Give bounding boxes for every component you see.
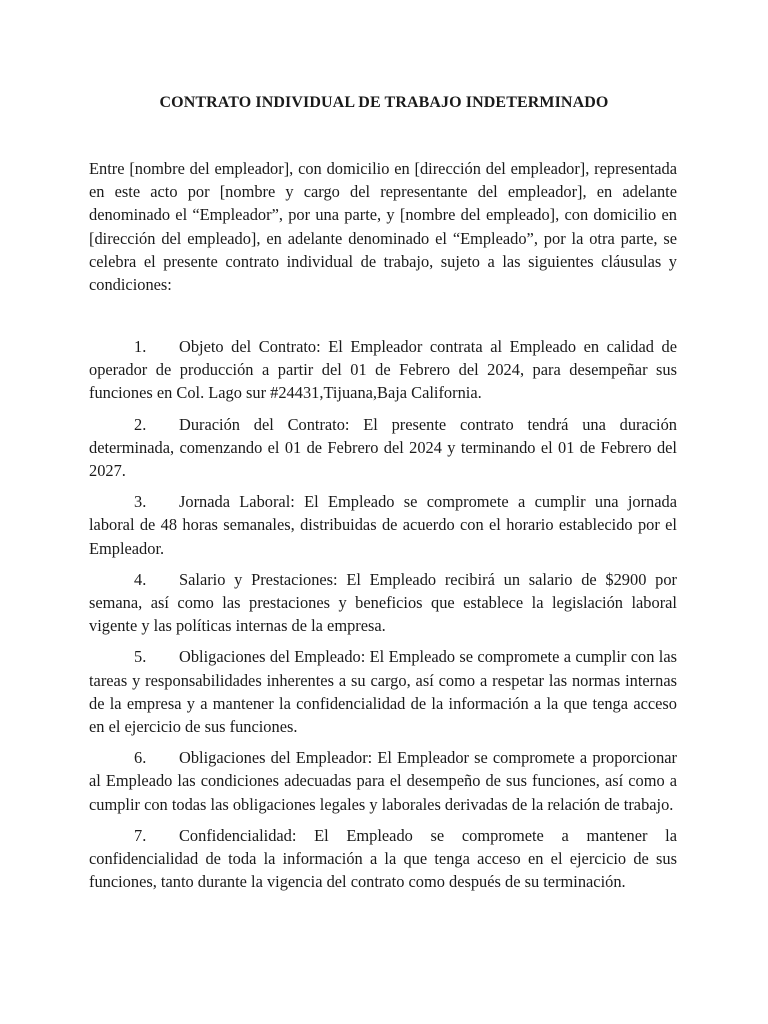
- clause-text: Obligaciones del Empleador: El Empleador se compromete a proporcionar al Empleado las condiciones adecuadas para el desempeño de sus funciones, así como a cumplir con todas las obligaciones legales y laborales derivadas de la relación de trabajo.: [89, 748, 677, 814]
- clause-item: [89, 490, 677, 560]
- clause-text: Objeto del Contrato: El Empleador contrata al Empleado en calidad de operador de producción a partir del 01 de Febrero del 2024, para desempeñar sus funciones en Col. Lago sur #24431,Tijuana,Baja California.: [89, 337, 677, 403]
- document-title: CONTRATO INDIVIDUAL DE TRABAJO INDETERMINADO: [159, 94, 609, 111]
- clause-item: [89, 568, 677, 638]
- clause-text: Obligaciones del Empleado: El Empleado se compromete a cumplir con las tareas y responsabilidades inherentes a su cargo, así como a respetar las normas internas de la empresa y a mantener la confidencialidad de la información a la que tenga acceso en el ejercicio de sus funciones.: [89, 647, 677, 737]
- clause-item: [89, 335, 677, 405]
- clause-number: 6.: [134, 748, 147, 768]
- clause-number: 1.: [134, 337, 147, 356]
- clause-number: 3.: [134, 492, 147, 512]
- clause-number: 7.: [134, 825, 147, 845]
- clause-item: [89, 746, 677, 816]
- clause-list: [89, 335, 677, 901]
- clause-item: [89, 413, 677, 483]
- intro-paragraph: Entre [nombre del empleador], con domicilio en [dirección del empleador], representada en este acto por [nombre y cargo del representante del empleador], en adelante denominado el “Empleador”, por una parte, y [nombre del empleado], con domicilio en [dirección del empleado], en adelante denominado el “Empleado”, por la otra parte, se celebra el presente contrato individual de trabajo, sujeto a las siguientes cláusulas y condiciones:: [89, 159, 677, 295]
- clause-item: [89, 645, 677, 738]
- clause-text: Jornada Laboral: El Empleado se compromete a cumplir una jornada laboral de 48 horas semanales, distribuidas de acuerdo con el horario establecido por el Empleador.: [89, 492, 677, 558]
- clause-number: 4.: [134, 569, 147, 589]
- clause-item: [89, 824, 677, 894]
- clause-text: Salario y Prestaciones: El Empleado recibirá un salario de $2900 por semana, así como las prestaciones y beneficios que establece la legislación laboral vigente y las políticas internas de la empresa.: [89, 569, 677, 636]
- clause-number: 5.: [134, 647, 147, 667]
- clause-text: Confidencialidad: El Empleado se compromete a mantener la confidencialidad de toda la información a la que tenga acceso en el ejercicio de sus funciones, tanto durante la vigencia del contrato como después de su terminación.: [89, 825, 677, 892]
- clause-number: 2.: [134, 414, 147, 434]
- clause-text: Duración del Contrato: El presente contrato tendrá una duración determinada, comenzando el 01 de Febrero del 2024 y terminando el 01 de Febrero del 2027.: [89, 414, 677, 481]
